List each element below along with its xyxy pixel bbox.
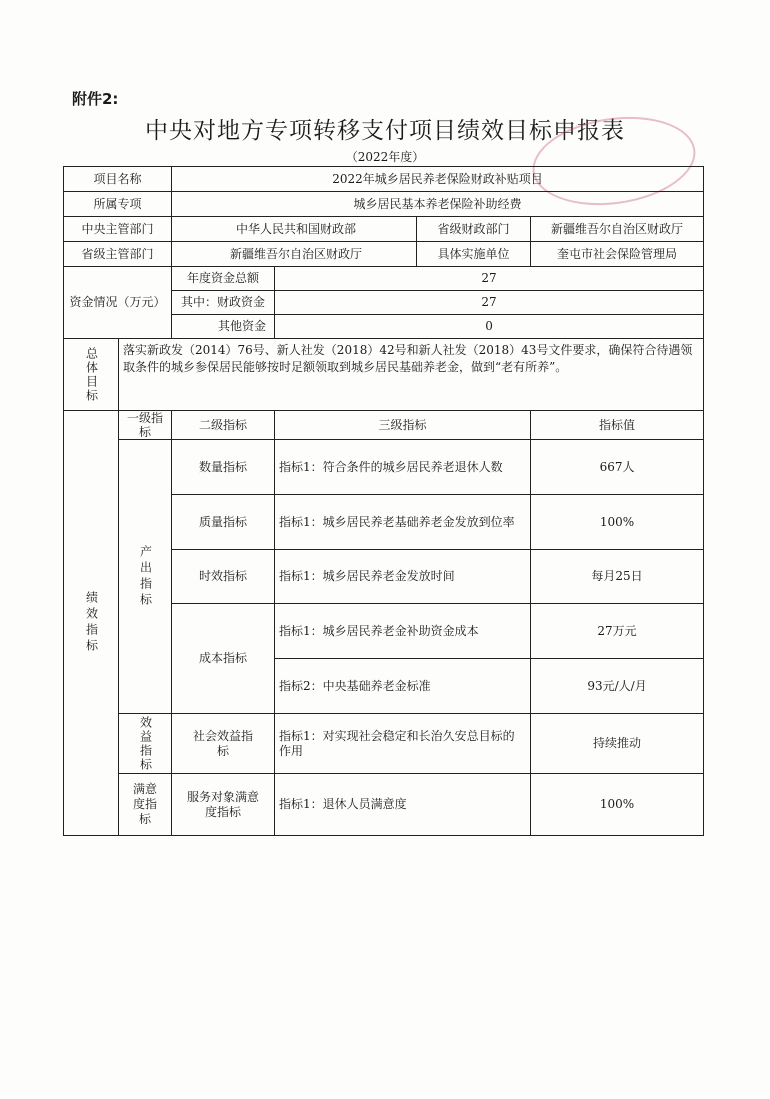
row-overall-goal [64,339,704,411]
funding-fiscal-value: 27 [275,291,704,315]
service-value: 100% [531,774,704,836]
impl-unit-value: 奎屯市社会保险管理局 [531,242,704,267]
special-value: 城乡居民基本养老保险补助经费 [172,192,704,217]
row-quantity [64,440,704,495]
special-label: 所属专项 [64,192,172,217]
funding-other-label: 其他资金 [172,315,275,339]
prov-finance-value: 新疆维吾尔自治区财政厅 [531,217,704,242]
prov-dept-value [172,242,531,267]
col-level1-header: 一级指标 [119,411,172,440]
row-indicator-header [64,411,704,440]
form-year: （2022年度） [345,150,425,164]
central-dept-text: 中华人民共和国财政部 [236,221,357,236]
social-value: 持续推动 [531,714,704,774]
performance-form-table [63,166,704,836]
social-level3: 指标1：对实现社会稳定和长治久安总目标的作用 [275,714,531,774]
form-title: 中央对地方专项转移支付项目绩效目标申报表 [145,118,625,144]
output-indicator-label: 产出指标 [119,440,172,714]
project-name-value: 2022年城乡居民养老保险财政补贴项目 [172,167,704,192]
timeliness-level2: 时效指标 [172,550,275,604]
row-funding-total [64,267,704,291]
central-dept-label: 中央主管部门 [64,217,172,242]
cost-level3-1: 指标1：城乡居民养老金补助资金成本 [275,604,531,659]
funding-fiscal-label: 其中：财政资金 [172,291,275,315]
row-social-benefit [64,714,704,774]
quality-level2: 质量指标 [172,495,275,550]
funding-other-value: 0 [275,315,704,339]
social-level2: 社会效益指标 [172,714,275,774]
service-level2: 服务对象满意度指标 [172,774,275,836]
funding-total-value: 27 [275,267,704,291]
benefit-indicator-label: 效益指标 [119,714,172,774]
overall-goal-label: 总体目标 [64,339,119,411]
cost-value-1: 27万元 [531,604,704,659]
row-prov-dept [64,242,704,267]
row-project-name [64,167,704,192]
col-level3-header: 三级指标 [275,411,531,440]
funding-label: 资金情况（万元） [64,267,172,339]
service-level3: 指标1：退休人员满意度 [275,774,531,836]
prov-finance-label: 省级财政部门 [416,217,530,242]
quality-level3: 指标1：城乡居民养老基础养老金发放到位率 [275,495,531,550]
quantity-level2: 数量指标 [172,440,275,495]
perf-indicator-label: 绩效指标 [64,411,119,836]
row-special [64,192,704,217]
attachment-label: 附件2: [72,90,119,108]
col-value-header: 指标值 [531,411,704,440]
satisfaction-indicator-label: 满意度指标 [119,774,172,836]
prov-dept-label: 省级主管部门 [64,242,172,267]
cost-level3-2: 指标2：中央基础养老金标准 [275,659,531,714]
prov-dept-text: 新疆维吾尔自治区财政厅 [230,246,363,261]
central-dept-value [172,217,531,242]
funding-total-label: 年度资金总额 [172,267,275,291]
overall-goal-text: 落实新政发（2014）76号、新人社发（2018）42号和新人社发（2018）43号文件要求，确保符合待遇领取条件的城乡参保居民能够按时足额领取到城乡居民基础养老金，做到“老有所养”。 [119,339,704,411]
impl-unit-label: 具体实施单位 [416,242,530,267]
cost-value-2: 93元/人/月 [531,659,704,714]
timeliness-value: 每月25日 [531,550,704,604]
row-central-dept [64,217,704,242]
cost-level2: 成本指标 [172,604,275,714]
timeliness-level3: 指标1：城乡居民养老金发放时间 [275,550,531,604]
project-name-label: 项目名称 [64,167,172,192]
quality-value: 100% [531,495,704,550]
quantity-value: 667人 [531,440,704,495]
col-level2-header: 二级指标 [172,411,275,440]
quantity-level3: 指标1：符合条件的城乡居民养老退休人数 [275,440,531,495]
row-satisfaction [64,774,704,836]
